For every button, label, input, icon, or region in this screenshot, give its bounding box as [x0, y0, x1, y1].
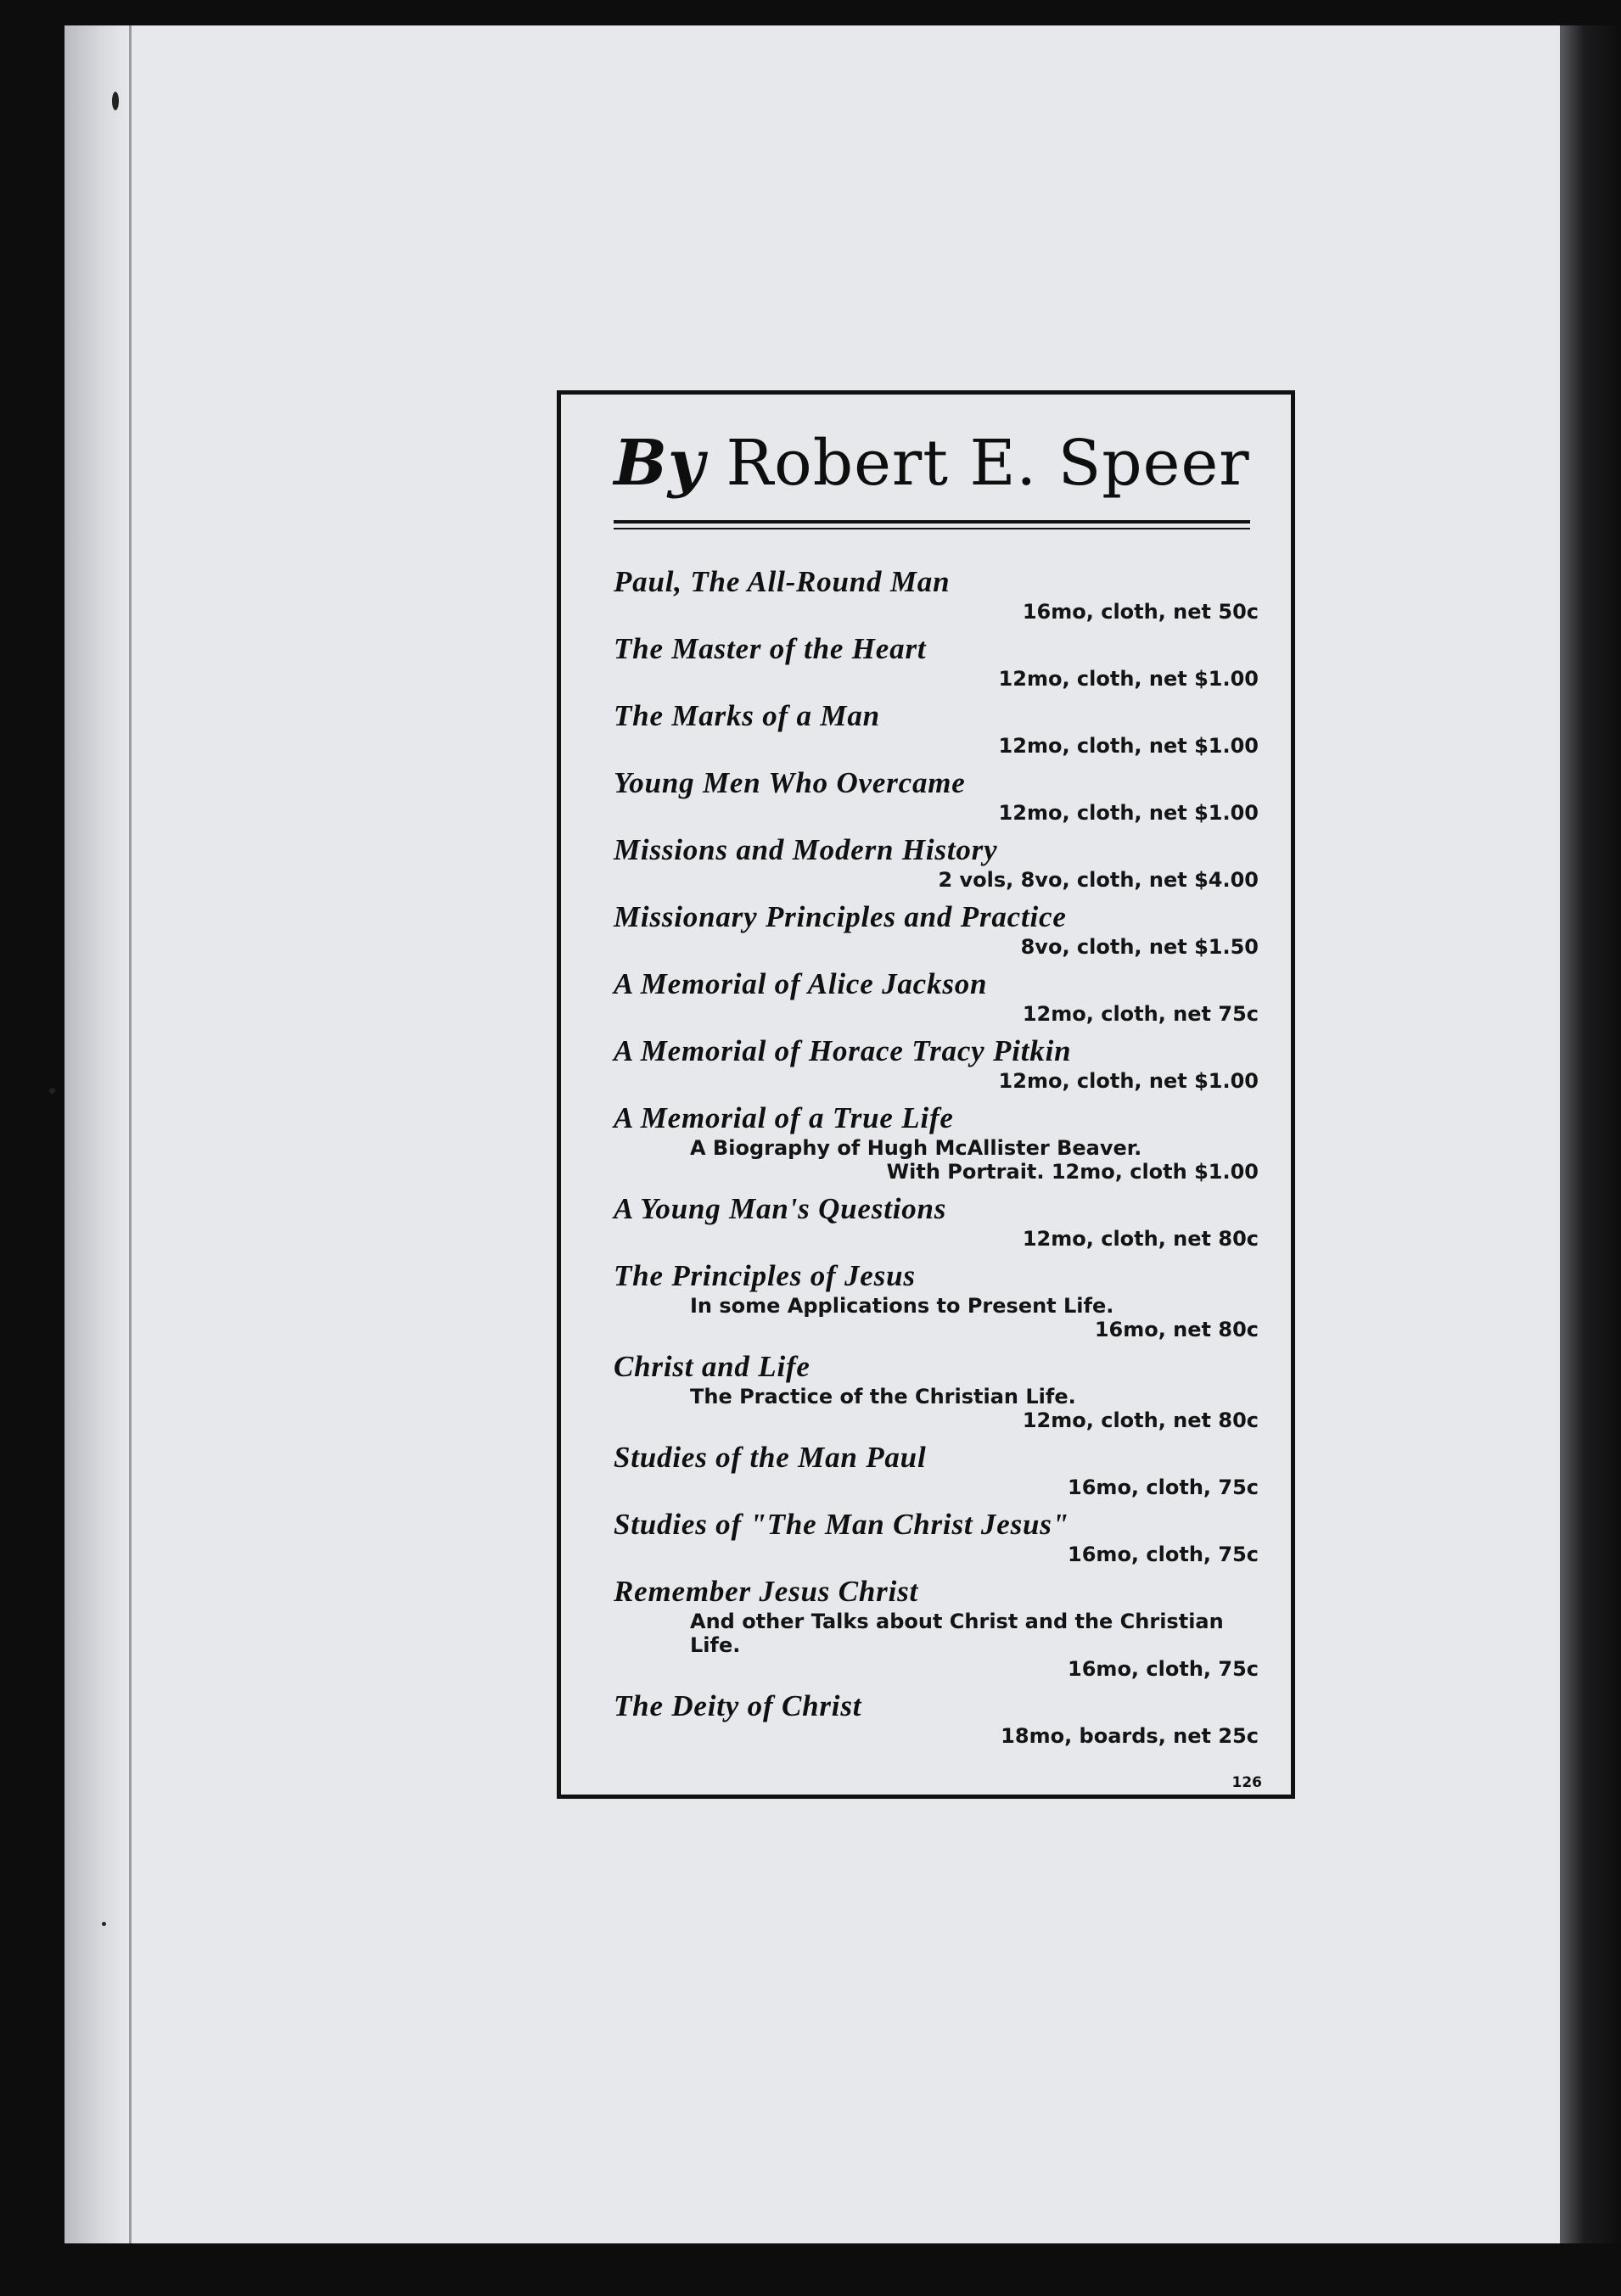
book-title: A Memorial of Horace Tracy Pitkin	[614, 1034, 1072, 1067]
book-entry	[614, 698, 1259, 758]
book-format-price: 16mo, cloth, 75c	[1068, 1657, 1259, 1681]
book-list	[614, 564, 1259, 1756]
binding-line	[129, 25, 132, 2243]
book-format-price: 12mo, cloth, net $1.00	[998, 734, 1259, 758]
book-title: Christ and Life	[614, 1350, 810, 1383]
heading-author: Robert E. Speer	[726, 427, 1250, 500]
book-entry	[614, 1688, 1259, 1748]
book-format-price: 16mo, cloth, net 50c	[1022, 600, 1259, 624]
advertisement-box	[557, 390, 1295, 1799]
book-entry	[614, 564, 1259, 624]
book-format-price: 12mo, cloth, net 80c	[1022, 1408, 1259, 1432]
book-description: The Practice of the Christian Life.	[690, 1385, 1076, 1408]
book-entry	[614, 1349, 1259, 1432]
heading-rule	[614, 520, 1250, 524]
book-format-price: 12mo, cloth, net $1.00	[998, 801, 1259, 825]
book-entry	[614, 966, 1259, 1026]
book-title: The Marks of a Man	[614, 699, 880, 732]
book-title: Studies of the Man Paul	[614, 1441, 927, 1474]
book-entry	[614, 1258, 1259, 1341]
book-title: Missionary Principles and Practice	[614, 900, 1067, 933]
book-format-price: 8vo, cloth, net $1.50	[1020, 935, 1259, 959]
scan-speck	[49, 1088, 55, 1094]
book-title: Paul, The All-Round Man	[614, 565, 951, 598]
book-entry	[614, 765, 1259, 825]
binding-strip	[65, 25, 129, 2243]
book-title: A Memorial of a True Life	[614, 1101, 954, 1134]
book-format-price: 2 vols, 8vo, cloth, net $4.00	[938, 868, 1259, 892]
book-entry	[614, 1574, 1259, 1681]
book-title: Remember Jesus Christ	[614, 1575, 919, 1608]
book-title: A Young Man's Questions	[614, 1192, 947, 1225]
page-number: 126	[1231, 1774, 1262, 1791]
book-title: The Deity of Christ	[614, 1689, 862, 1722]
book-entry	[614, 1440, 1259, 1499]
book-title: The Principles of Jesus	[614, 1259, 916, 1292]
book-entry	[614, 832, 1259, 892]
book-title: A Memorial of Alice Jackson	[614, 967, 988, 1000]
heading-rule-thin	[614, 528, 1250, 529]
book-entry	[614, 1033, 1259, 1093]
book-title: Young Men Who Overcame	[614, 766, 966, 799]
book-format-price: 12mo, cloth, net $1.00	[998, 1069, 1259, 1093]
book-format-price: 12mo, cloth, net 75c	[1022, 1002, 1259, 1026]
book-entry	[614, 1100, 1259, 1184]
scan-speck	[102, 1922, 106, 1926]
book-title: The Master of the Heart	[614, 632, 927, 665]
book-description: A Biography of Hugh McAllister Beaver.	[690, 1136, 1142, 1160]
book-format-price: With Portrait. 12mo, cloth $1.00	[886, 1160, 1259, 1184]
book-entry	[614, 631, 1259, 691]
heading-by: By	[614, 427, 705, 500]
book-description: In some Applications to Present Life.	[690, 1294, 1114, 1318]
page-edge-shadow	[1560, 25, 1621, 2243]
book-entry	[614, 1507, 1259, 1566]
book-entry	[614, 1191, 1259, 1251]
book-format-price: 16mo, net 80c	[1094, 1318, 1259, 1341]
book-format-price: 12mo, cloth, net 80c	[1022, 1227, 1259, 1251]
scan-speck	[112, 92, 119, 110]
book-title: Studies of "The Man Christ Jesus"	[614, 1508, 1069, 1541]
ad-heading	[614, 427, 1250, 500]
book-title: Missions and Modern History	[614, 833, 998, 866]
book-entry	[614, 899, 1259, 959]
book-format-price: 16mo, cloth, 75c	[1068, 1543, 1259, 1566]
book-description: And other Talks about Christ and the Christian Life.	[690, 1610, 1224, 1657]
book-format-price: 12mo, cloth, net $1.00	[998, 667, 1259, 691]
book-format-price: 16mo, cloth, 75c	[1068, 1476, 1259, 1499]
book-format-price: 18mo, boards, net 25c	[1001, 1724, 1259, 1748]
